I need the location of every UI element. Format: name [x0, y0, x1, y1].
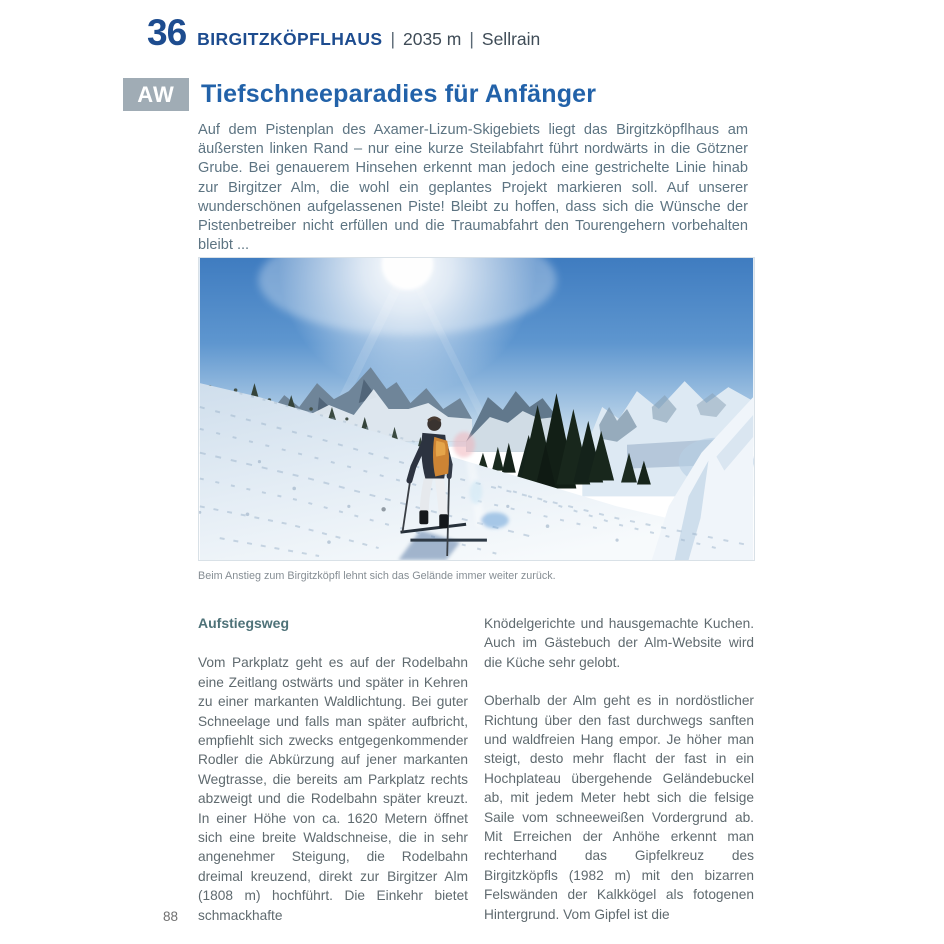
body-paragraph: Knödelgerichte und hausgemachte Kuchen. Auch im Gästebuch der Alm-Website wird die Küche sehr gelobt. — [484, 616, 754, 670]
tour-photo-figure — [198, 257, 755, 582]
skier-leg-left — [424, 475, 429, 511]
ski-tour-photo — [198, 257, 755, 561]
photo-caption: Beim Anstieg zum Birgitzköpfl lehnt sich das Gelände immer weiter zurück. — [198, 570, 556, 582]
body-paragraph: Oberhalb der Alm geht es in nordöstlicher Richtung über den fast durchwegs sanften und waldfreien Hang empor. Je höher man steigt, desto mehr flacht der fast in ein Hochplateau übergehende Geländebuckel ab, mit jedem Meter hebt sich die felsige Saile vom schneeweißen Vordergrund ab. Mit Erreichen der Anhöhe erkennt man rechterhand das Gipfelkreuz des Birgitzköpfls (1982 m) mit den bizarren Felswänden der Kalkkögel als fotogenen Hintergrund. Vom Gipfel ist die — [484, 693, 754, 922]
article-column-right — [484, 614, 754, 925]
tour-number: 36 — [147, 12, 187, 53]
header-separator: | — [469, 29, 474, 49]
ski-boot-right — [439, 514, 448, 528]
ski-boot-left — [419, 510, 428, 524]
title-row — [123, 78, 596, 111]
article-columns — [198, 614, 755, 925]
article-column-left — [198, 614, 468, 925]
header-separator: | — [390, 29, 395, 49]
backpack-highlight — [436, 441, 446, 457]
tour-region: Sellrain — [481, 29, 541, 49]
body-paragraph: Vom Parkplatz geht es auf der Rodelbahn eine Zeitlang ostwärts und später in Kehren zu einer markanten Waldlichtung. Bei guter Schneelage und falls man später aufbricht, empfiehlt sich zwecks entgegenkommender Rodler die Abkürzung auf jener markanten Wegtrasse, die bereits am Parkplatz rechts abzweigt und die Rodelbahn später kreuzt. In einer Höhe von ca. 1620 Metern öffnet sich eine breite Waldschneise, die in sehr angenehmer Steigung, die Rodelbahn dreimal kreuzend, direkt zur Birgitzer Alm (1808 m) hochführt. Die Einkehr bietet schmackhafte — [198, 655, 468, 923]
tour-header — [147, 12, 540, 54]
tour-elevation: 2035 m — [402, 29, 462, 49]
section-heading: Aufstiegsweg — [198, 615, 290, 631]
page-number: 88 — [163, 909, 179, 924]
tour-name: BIRGITZKÖPFLHAUS — [197, 29, 383, 49]
skier-leg-right — [439, 477, 443, 515]
page-title: Tiefschneeparadies für Anfänger — [201, 80, 597, 108]
route-type-badge: AW — [123, 78, 189, 111]
intro-paragraph: Auf dem Pistenplan des Axamer-Lizum-Skigebiets liegt das Birgitzköpflhaus am äußersten linken Rand – nur eine kurze Steilabfahrt führt nordwärts in die Götzner Grube. Bei genauerem Hinsehen erkennt man jedoch eine gestrichelte Linie hinab zur Birgitzer Alm, die wohl ein geplantes Projekt markieren soll. Auf unserer wunderschönen aufgelassenen Piste! Bleibt zu hoffen, dass sich die Wünsche der Pistenbetreiber nicht erfüllen und die Traumabfahrt den Tourengehern vorbehalten bleibt ... — [198, 122, 748, 254]
